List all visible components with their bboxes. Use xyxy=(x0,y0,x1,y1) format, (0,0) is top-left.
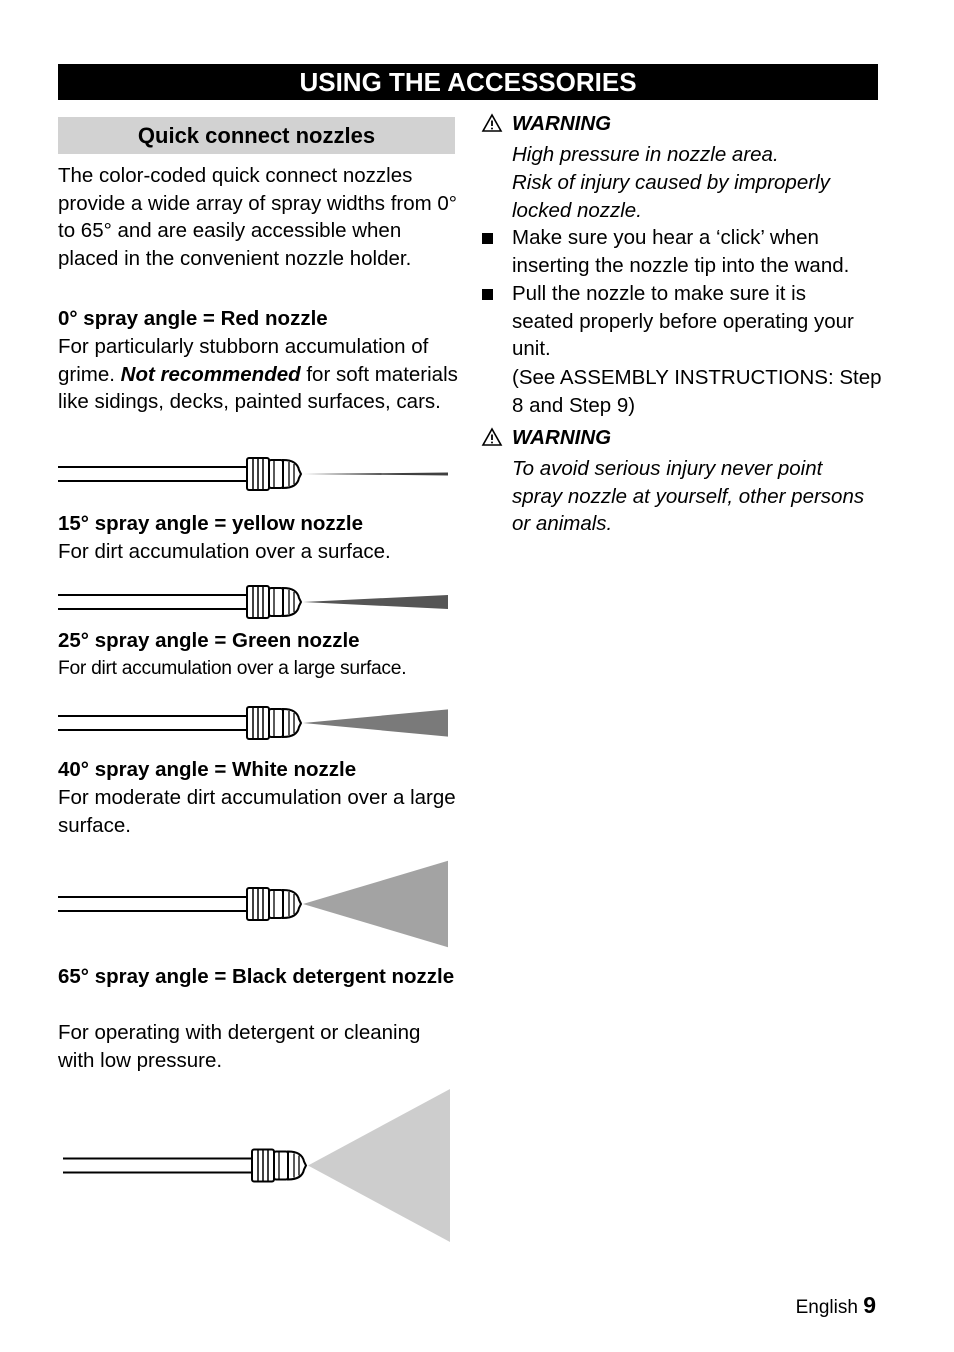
nozzle-coupler xyxy=(252,1150,306,1182)
footer-language: English xyxy=(795,1297,858,1318)
nozzle-2-illustration xyxy=(55,693,450,753)
bullet-2-text: Pull the nozzle to make sure it is seated properly before operating your unit. xyxy=(512,282,854,360)
nozzle-0-illustration xyxy=(55,448,450,500)
nozzle-3-illustration xyxy=(55,849,450,959)
wand xyxy=(63,1159,252,1173)
warning-icon xyxy=(481,113,503,133)
nozzle-1-illustration xyxy=(55,576,450,628)
nozzle-coupler xyxy=(247,888,301,920)
nozzle-1-description: For dirt accumulation over a surface. xyxy=(58,540,391,563)
wand xyxy=(58,595,247,609)
bullet-marker xyxy=(482,289,493,300)
nozzle-0-emphasis: Not recommended xyxy=(120,362,301,386)
section-heading: Quick connect nozzles xyxy=(58,117,455,154)
warning-2-title: WARNING xyxy=(512,426,612,449)
warning-1-line-1: High pressure in nozzle area. xyxy=(512,143,779,166)
nozzle-4-title: 65° spray angle = Black detergent nozzle xyxy=(58,965,455,988)
nozzle-3-title: 40° spray angle = White nozzle xyxy=(58,758,357,781)
warning-1-title: WARNING xyxy=(512,112,612,135)
wand xyxy=(58,897,247,911)
nozzle-coupler xyxy=(247,586,301,618)
nozzle-1-title: 15° spray angle = yellow nozzle xyxy=(58,512,363,535)
nozzle-2-description: For dirt accumulation over a large surface. xyxy=(58,658,407,679)
nozzle-4-illustration xyxy=(60,1088,452,1243)
nozzle-coupler xyxy=(247,707,301,739)
nozzle-0-desc-text-after: for soft materials like sidings, decks, painted surfaces, cars. xyxy=(58,362,458,413)
bullet-marker xyxy=(482,233,493,244)
page-footer xyxy=(796,1292,876,1319)
spray-cone xyxy=(303,473,448,476)
spray-cone xyxy=(303,595,448,609)
intro-paragraph: The color-coded quick connect nozzles provide a wide array of spray widths from 0° to 65° and are easily accessible when placed in the convenient nozzle holder. xyxy=(58,164,457,270)
warning-1-line-2: Risk of injury caused by improperly locked nozzle. xyxy=(512,171,830,222)
nozzle-0-desc-text: For particularly stubborn accumulation of grime. xyxy=(58,335,429,386)
nozzle-0-title: 0° spray angle = Red nozzle xyxy=(58,307,328,330)
page-title: USING THE ACCESSORIES xyxy=(58,64,878,100)
nozzle-coupler xyxy=(247,458,301,490)
nozzle-2-title: 25° spray angle = Green nozzle xyxy=(58,629,360,652)
spray-cone xyxy=(308,1089,450,1242)
warning-2-text: To avoid serious injury never point spray nozzle at yourself, other persons or animals. xyxy=(512,457,865,535)
wand xyxy=(58,716,247,730)
spray-cone xyxy=(303,861,448,947)
nozzle-0-description xyxy=(58,333,458,416)
page-number: 9 xyxy=(863,1292,876,1318)
nozzle-3-description: For moderate dirt accumulation over a large surface. xyxy=(58,786,456,837)
nozzle-4-description: For operating with detergent or cleaning with low pressure. xyxy=(58,1021,421,1072)
spray-cone xyxy=(303,709,448,736)
bullet-1-text: Make sure you hear a ‘click’ when inserting the nozzle tip into the wand. xyxy=(512,226,850,277)
warning-icon xyxy=(481,427,503,447)
bullet-2-note: (See ASSEMBLY INSTRUCTIONS: Step 8 and Step 9) xyxy=(512,366,882,417)
wand xyxy=(58,467,247,481)
